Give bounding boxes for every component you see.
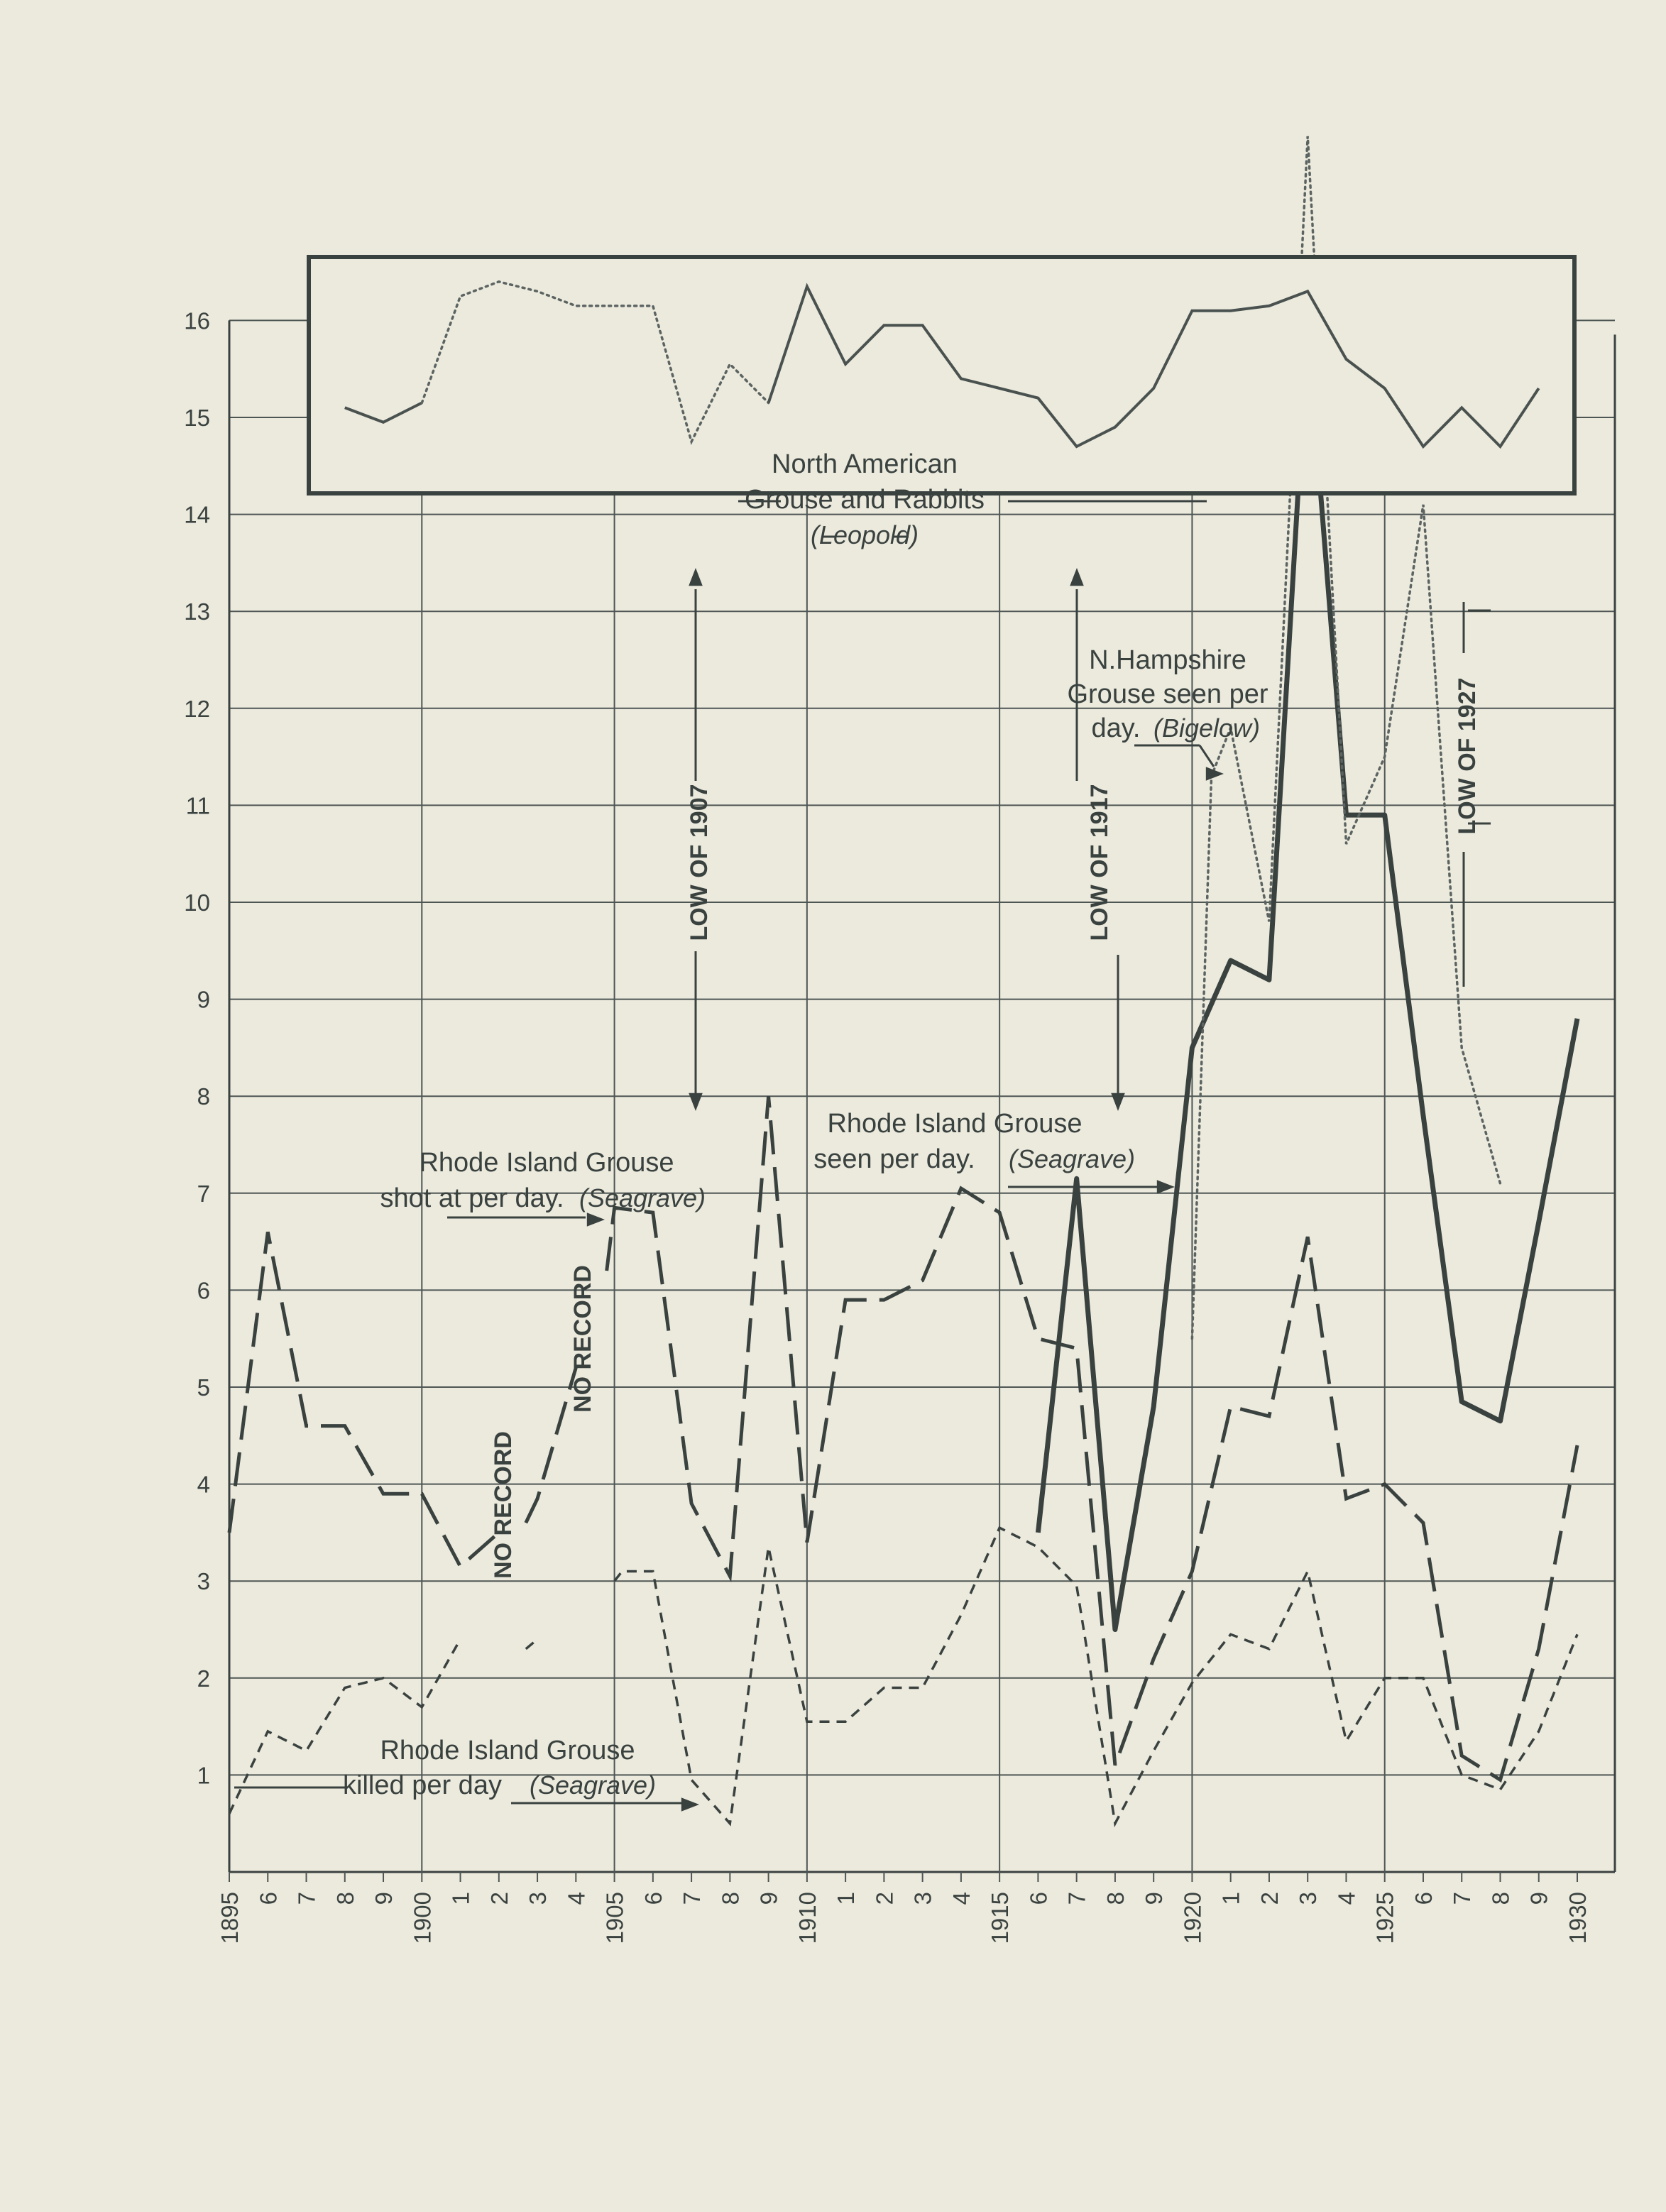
x-tick-label: 1915 xyxy=(987,1892,1014,1944)
y-tick-label: 5 xyxy=(197,1374,210,1401)
y-axis-tick-labels xyxy=(184,307,210,1788)
seen-label-line3: (Seagrave) xyxy=(1008,1144,1136,1173)
x-tick-label: 3 xyxy=(1295,1892,1322,1905)
series-line-ri_killed xyxy=(526,1639,537,1649)
x-tick-label: 9 xyxy=(371,1892,398,1905)
x-tick-label: 1 xyxy=(833,1892,860,1905)
series-line-ri_shot xyxy=(229,1232,499,1566)
low-1907-arrowhead-down xyxy=(689,1093,703,1111)
nh-label-line3: day. xyxy=(1091,713,1141,743)
annotations xyxy=(343,449,1481,1800)
x-tick-label: 8 xyxy=(717,1892,744,1905)
killed-label-line2: killed per day xyxy=(343,1770,502,1800)
y-tick-label: 7 xyxy=(197,1180,210,1207)
x-tick-label: 1920 xyxy=(1179,1892,1206,1944)
x-tick-label: 8 xyxy=(1487,1892,1514,1905)
low-1907-label: LOW OF 1907 xyxy=(686,784,713,941)
low-1907-arrowhead-up xyxy=(689,568,703,586)
killed-label-line3: (Seagrave) xyxy=(529,1770,657,1800)
x-tick-label: 1905 xyxy=(601,1892,628,1944)
nh-label-line4: (Bigelow) xyxy=(1153,713,1261,743)
x-tick-label: 1 xyxy=(447,1892,474,1905)
x-tick-label: 7 xyxy=(679,1892,706,1905)
x-tick-label: 1925 xyxy=(1371,1892,1398,1944)
y-tick-label: 11 xyxy=(185,792,210,819)
killed-label-line1: Rhode Island Grouse xyxy=(380,1736,635,1765)
series-line-ri_shot xyxy=(526,1368,576,1523)
y-tick-label: 13 xyxy=(184,598,210,625)
y-tick-label: 9 xyxy=(197,986,210,1013)
seen-arrowhead xyxy=(1157,1180,1175,1194)
x-tick-label: 9 xyxy=(1525,1892,1552,1905)
x-tick-label: 4 xyxy=(1333,1892,1360,1905)
x-tick-label: 2 xyxy=(871,1892,898,1905)
y-tick-label: 12 xyxy=(184,695,210,722)
x-tick-label: 8 xyxy=(1102,1892,1129,1905)
x-tick-label: 2 xyxy=(1256,1892,1283,1905)
x-tick-label: 6 xyxy=(1410,1892,1437,1905)
leopold-label-line2: Grouse and Rabbits xyxy=(745,485,985,515)
x-tick-label: 8 xyxy=(331,1892,358,1905)
y-tick-label: 1 xyxy=(197,1762,210,1789)
x-tick-label: 7 xyxy=(293,1892,320,1905)
x-tick-label: 6 xyxy=(1025,1892,1052,1905)
x-tick-label: 9 xyxy=(755,1892,782,1905)
x-tick-label: 1910 xyxy=(794,1892,821,1944)
y-tick-label: 16 xyxy=(184,307,210,334)
x-tick-label: 6 xyxy=(640,1892,667,1905)
no-record-label-2: NO RECORD xyxy=(569,1265,596,1413)
x-tick-label: 1895 xyxy=(217,1892,243,1944)
no-record-label-1: NO RECORD xyxy=(490,1431,517,1579)
shot-label-line3: (Seagrave) xyxy=(579,1183,706,1212)
x-tick-label: 3 xyxy=(525,1892,552,1905)
x-tick-label: 6 xyxy=(255,1892,282,1905)
y-tick-label: 15 xyxy=(184,405,210,431)
x-tick-label: 3 xyxy=(909,1892,936,1905)
x-tick-label: 1 xyxy=(1217,1892,1244,1905)
leopold-label-line3: (Leopold) xyxy=(810,520,919,549)
seen-label-line2: seen per day. xyxy=(813,1144,975,1174)
nh-leader-tail xyxy=(1200,745,1214,767)
x-tick-label: 2 xyxy=(486,1892,513,1905)
low-1917-arrowhead-up xyxy=(1070,568,1084,586)
x-axis-tick-labels xyxy=(217,1892,1591,1944)
y-tick-label: 2 xyxy=(197,1665,210,1692)
x-tick-label: 1900 xyxy=(409,1892,436,1944)
y-tick-label: 6 xyxy=(197,1277,210,1304)
x-tick-label: 4 xyxy=(948,1892,975,1905)
shot-arrowhead xyxy=(587,1212,605,1227)
low-1917-label: LOW OF 1917 xyxy=(1086,784,1113,941)
y-tick-label: 10 xyxy=(184,889,210,916)
y-tick-label: 14 xyxy=(184,501,210,528)
seen-label-line1: Rhode Island Grouse xyxy=(827,1109,1083,1139)
shot-label-line1: Rhode Island Grouse xyxy=(419,1148,674,1178)
killed-arrowhead xyxy=(681,1797,699,1812)
x-tick-label: 4 xyxy=(563,1892,590,1905)
low-1917-arrowhead-down xyxy=(1111,1093,1125,1111)
leopold-label-line1: North American xyxy=(772,449,958,479)
low-1927-label: LOW OF 1927 xyxy=(1454,677,1481,835)
nh-label-line1: N.Hampshire xyxy=(1089,645,1246,675)
x-tick-label: 9 xyxy=(1141,1892,1168,1905)
y-tick-label: 8 xyxy=(197,1083,210,1110)
nh-label-line2: Grouse seen per xyxy=(1067,679,1268,709)
y-tick-label: 4 xyxy=(197,1471,210,1498)
x-tick-label: 1930 xyxy=(1564,1892,1591,1944)
x-tick-label: 7 xyxy=(1063,1892,1090,1905)
shot-label-line2: shot at per day. xyxy=(380,1183,564,1213)
x-tick-label: 7 xyxy=(1449,1892,1476,1905)
y-tick-label: 3 xyxy=(197,1568,210,1595)
grid-lines xyxy=(229,301,1615,1882)
